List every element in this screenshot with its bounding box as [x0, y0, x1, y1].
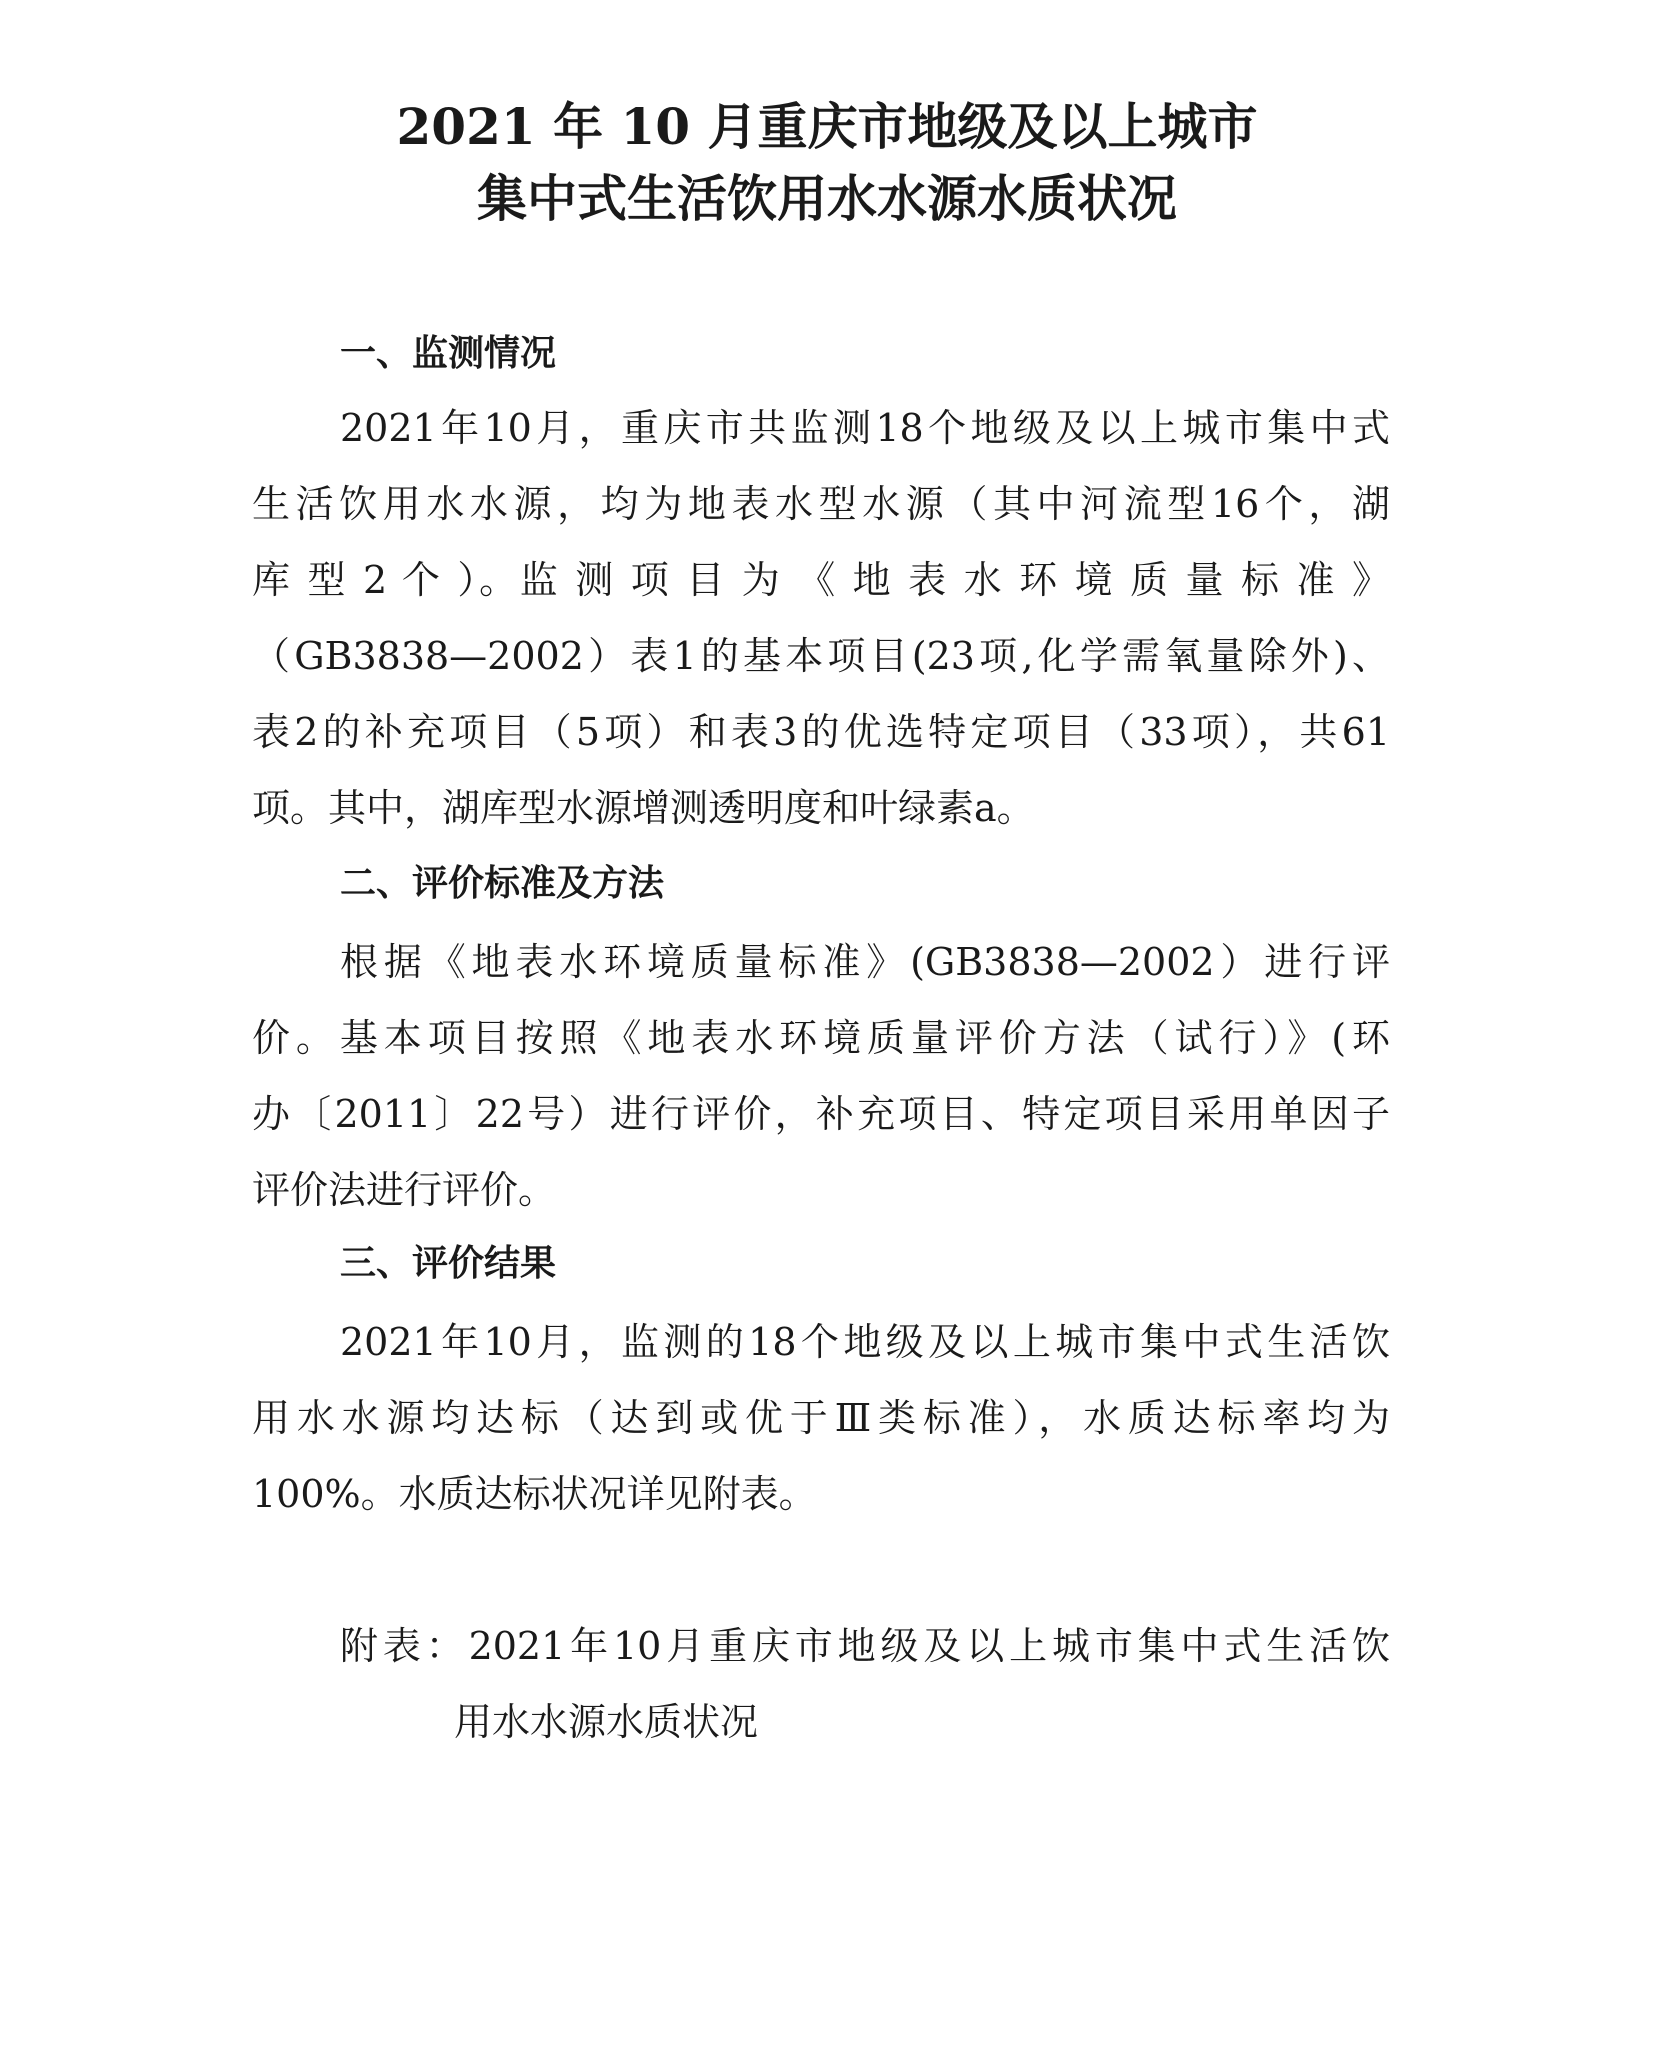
section-heading-standards: 二、评价标准及方法 — [340, 863, 665, 904]
attachment-line: 附表：2021年10月重庆市地级及以上城市集中式生活饮 — [340, 1624, 1390, 1668]
document-title-line-1: 2021 年 10 月重庆市地级及以上城市 — [396, 97, 1258, 156]
section-heading-results: 三、评价结果 — [340, 1243, 557, 1284]
paragraph-line: 2021年10月，重庆市共监测18个地级及以上城市集中式 — [340, 406, 1390, 450]
document-title-line-2: 集中式生活饮用水水源水质状况 — [477, 169, 1177, 228]
paragraph-line: 价。基本项目按照《地表水环境质量评价方法（试行）》(环 — [252, 1016, 1390, 1060]
paragraph-line: 用水水源均达标（达到或优于Ⅲ类标准），水质达标率均为 — [252, 1396, 1390, 1440]
paragraph-line: （GB3838—2002）表1的基本项目(23项,化学需氧量除外)、 — [252, 634, 1390, 678]
paragraph-line: 项。其中，湖库型水源增测透明度和叶绿素a。 — [252, 786, 1035, 830]
paragraph-line: 表2的补充项目（5项）和表3的优选特定项目（33项），共61 — [252, 710, 1390, 754]
paragraph-line: 100%。水质达标状况详见附表。 — [252, 1472, 817, 1516]
paragraph-line: 办〔2011〕22号）进行评价，补充项目、特定项目采用单因子 — [252, 1092, 1390, 1136]
paragraph-line: 生活饮用水水源，均为地表水型水源（其中河流型16个，湖 — [252, 482, 1390, 526]
attachment-line: 用水水源水质状况 — [454, 1700, 759, 1744]
paragraph-line: 库 型 2 个 ）。监 测 项 目 为 《 地 表 水 环 境 质 量 标 准 》 — [252, 558, 1390, 602]
paragraph-line: 根据《地表水环境质量标准》(GB3838—2002）进行评 — [340, 940, 1390, 984]
paragraph-line: 2021年10月，监测的18个地级及以上城市集中式生活饮 — [340, 1320, 1390, 1364]
paragraph-line: 评价法进行评价。 — [252, 1168, 557, 1212]
section-heading-monitoring: 一、监测情况 — [340, 333, 557, 374]
